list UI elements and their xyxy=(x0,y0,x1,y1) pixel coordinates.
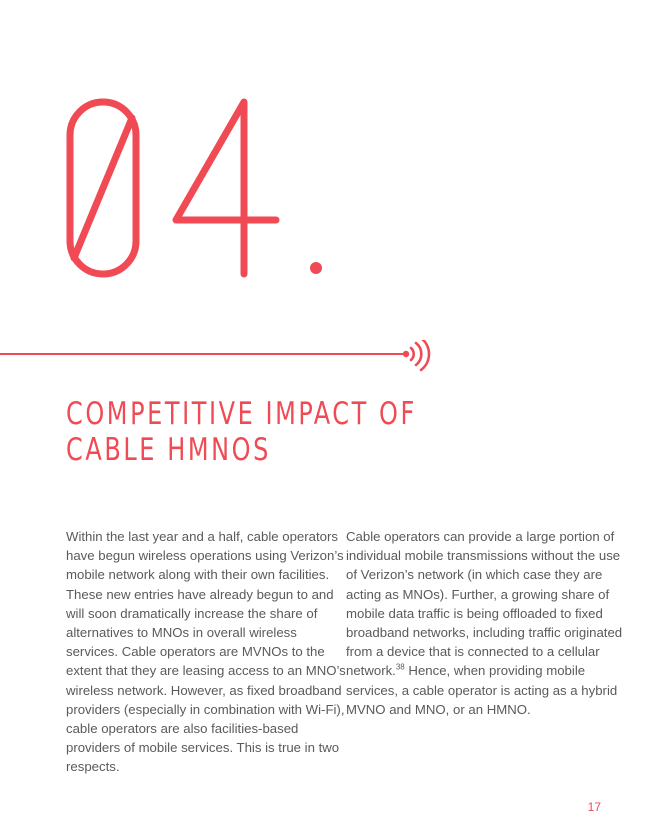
right-column-text-part-2: Hence, when providing mobile services, a cable operator is acting as a hybrid MVNO and MNO, or an HMNO. xyxy=(346,663,618,717)
divider-graphic xyxy=(0,340,440,380)
chapter-number-graphic xyxy=(64,88,344,288)
section-title: COMPETITIVE IMPACT OF CABLE HMNOS xyxy=(66,396,417,468)
wireless-signal-icon xyxy=(403,340,429,370)
page-number: 17 xyxy=(587,800,601,814)
chapter-number xyxy=(64,88,344,288)
body-text-right-column xyxy=(346,527,626,719)
digit-four xyxy=(176,102,276,274)
section-divider xyxy=(0,340,440,380)
period-dot xyxy=(310,262,322,274)
footnote-reference: 38 xyxy=(395,663,405,673)
body-text-left-column: Within the last year and a half, cable operators have begun wireless operations using Verizon’s mobile network along with their own facilities. These new entries have already begun to and will soon dramatically increase the share of alternatives to MNOs in overall wireless services. Cable operators are MVNOs to the extent that they are leasing access to an MNO’s wireless network. However, as fixed broadband providers (especially in combination with Wi-Fi), cable operators are also facilities-based providers of mobile services. This is true in two respects. xyxy=(66,529,346,775)
right-column-text-part-1: Cable operators can provide a large portion of individual mobile transmissions without the use of Verizon’s network (in which case they are acting as MNOs). Further, a growing share of mobile data traffic is being offloaded to fixed broadband networks, including traffic originated from a device that is connected to a cellular network. xyxy=(346,529,623,679)
zero-slash xyxy=(74,118,132,258)
